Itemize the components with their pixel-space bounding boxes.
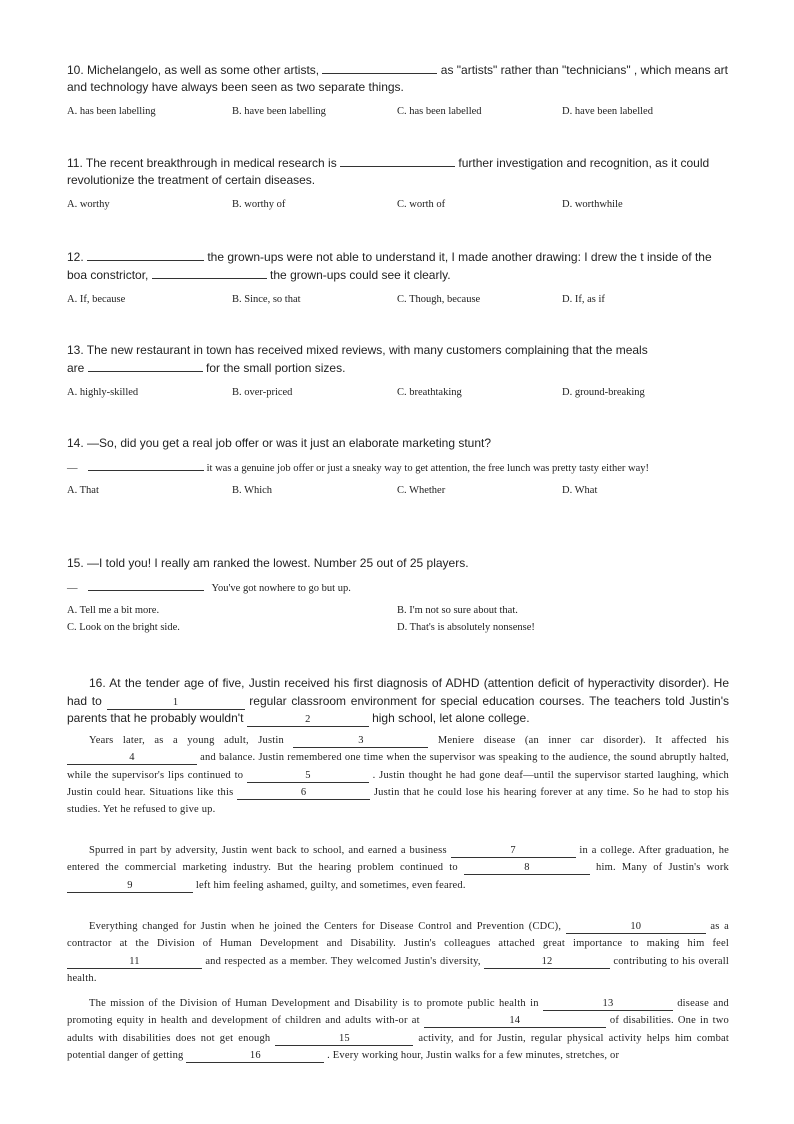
passage-paragraph: The mission of the Division of Human Development and Disability is to promote public health in 13 disease and promoting equity in health and development of children and adults with-or at 14 of disabilities. One in two adults with disabilities does not get enough 15 activity, and for Justin, regular physical activity helps him combat potential danger of getting 16 . Every working hour, Justin walks for a few minutes, stretches, or xyxy=(67,998,729,1061)
numbered-blank[interactable]: 11 xyxy=(67,956,202,969)
question-11 xyxy=(67,154,731,212)
option-a[interactable]: A. That xyxy=(67,485,99,496)
option-b[interactable]: B. Which xyxy=(232,485,273,496)
option-d[interactable]: D. What xyxy=(562,485,598,496)
options-row xyxy=(67,483,731,498)
question-13 xyxy=(67,342,731,400)
option-a[interactable]: A. worthy xyxy=(67,199,110,210)
question-stem: 12. the grown-ups were not able to understand it, I made another drawing: I drew the t inside of the boa constrictor, the grown-ups could see it clearly. xyxy=(67,250,712,282)
answer-blank[interactable] xyxy=(88,578,204,591)
numbered-blank[interactable]: 16 xyxy=(186,1050,324,1063)
option-b[interactable]: B. worthy of xyxy=(232,199,286,210)
option-b[interactable]: B. Since, so that xyxy=(232,294,301,305)
numbered-blank[interactable]: 15 xyxy=(275,1033,413,1046)
option-c[interactable]: C. Look on the bright side. xyxy=(67,622,180,633)
option-c[interactable]: C. breathtaking xyxy=(397,387,462,398)
numbered-blank[interactable]: 4 xyxy=(67,752,197,765)
question-stem: 13. The new restaurant in town has received mixed reviews, with many customers complaining that the meals are for the small portion sizes. xyxy=(67,343,648,375)
dialogue-reply: — it was a genuine job offer or just a sneaky way to get attention, the free lunch was pretty tasty either way! xyxy=(67,458,731,477)
option-a[interactable]: A. has been labelling xyxy=(67,106,156,117)
passage-intro: 16. At the tender age of five, Justin received his first diagnosis of ADHD (attention deficit of hyperactivity disorder). He had to 1 regular classroom environment for special education courses. The teachers told Justin's parents that he probably wouldn't 2 high school, let alone college. xyxy=(67,676,730,725)
numbered-blank[interactable]: 12 xyxy=(484,956,610,969)
option-a[interactable]: A. highly-skilled xyxy=(67,387,139,398)
option-d[interactable]: D. If, as if xyxy=(562,294,605,305)
passage-paragraph: Everything changed for Justin when he joined the Centers for Disease Control and Prevention (CDC), 10 as a contractor at the Division of Human Development and Disability. Justin's colleagues attached great importance to making him feel 11 and respected as a member. They welcomed Justin's diversity, 12 contributing to his overall health. xyxy=(67,921,730,984)
question-12 xyxy=(67,248,731,307)
option-b[interactable]: B. have been labelling xyxy=(232,106,326,117)
options-row xyxy=(67,197,731,212)
question-10 xyxy=(67,61,731,119)
answer-blank[interactable] xyxy=(88,458,204,471)
answer-blank-2[interactable] xyxy=(152,266,267,279)
numbered-blank[interactable]: 14 xyxy=(424,1015,606,1028)
numbered-blank[interactable]: 8 xyxy=(464,862,590,875)
question-stem: 11. The recent breakthrough in medical research is further investigation and recognition, as it could revolutionize the treatment of certain diseases. xyxy=(67,156,710,187)
passage-paragraph: Spurred in part by adversity, Justin went back to school, and earned a business 7 in a college. After graduation, he entered the commercial marketing industry. But the hearing problem continued to 8 him. Many of Justin's work 9 left him feeling ashamed, guilty, and sometimes, even feared. xyxy=(67,845,730,891)
passage-paragraph: Years later, as a young adult, Justin 3 Meniere disease (an inner car disorder). It affected his 4 and balance. Justin remembered one time when the supervisor was speaking to the audience, the sound abruptly halted, while the supervisor's lips continued to 5 . Justin thought he had gone deaf—until the supervisor started laughing, which Justin could hear. Situations like this 6 Justin that he could lose his hearing forever at any time. So he had to stop his studies. Yet he refused to give up. xyxy=(67,735,730,816)
numbered-blank[interactable]: 7 xyxy=(451,845,576,858)
option-c[interactable]: C. Whether xyxy=(397,485,446,496)
option-b[interactable]: B. over-priced xyxy=(232,387,293,398)
options-grid xyxy=(67,603,731,635)
option-d[interactable]: D. ground-breaking xyxy=(562,387,645,398)
numbered-blank[interactable]: 10 xyxy=(566,921,706,934)
numbered-blank[interactable]: 3 xyxy=(293,735,428,748)
numbered-blank[interactable]: 2 xyxy=(247,714,369,727)
numbered-blank[interactable]: 13 xyxy=(543,998,673,1011)
question-15 xyxy=(67,555,731,635)
question-stem: 15. —I told you! I really am ranked the lowest. Number 25 out of 25 players. xyxy=(67,556,469,570)
question-14 xyxy=(67,435,731,498)
answer-blank-1[interactable] xyxy=(87,248,204,261)
answer-blank[interactable] xyxy=(88,359,203,372)
option-a[interactable]: A. Tell me a bit more. xyxy=(67,605,160,616)
numbered-blank[interactable]: 1 xyxy=(107,697,245,710)
option-c[interactable]: C. Though, because xyxy=(397,294,481,305)
numbered-blank[interactable]: 6 xyxy=(237,787,370,800)
numbered-blank[interactable]: 5 xyxy=(247,770,369,783)
numbered-blank[interactable]: 9 xyxy=(67,880,193,893)
options-row xyxy=(67,385,731,400)
dialogue-reply: — You've got nowhere to go but up. xyxy=(67,578,731,597)
option-d[interactable]: D. have been labelled xyxy=(562,106,653,117)
option-b[interactable]: B. I'm not so sure about that. xyxy=(397,605,518,616)
question-stem: 14. —So, did you get a real job offer or was it just an elaborate marketing stunt? xyxy=(67,436,492,450)
options-row xyxy=(67,104,731,119)
answer-blank[interactable] xyxy=(322,61,437,74)
options-row xyxy=(67,292,731,307)
answer-blank[interactable] xyxy=(340,154,455,167)
option-c[interactable]: C. worth of xyxy=(397,199,446,210)
option-a[interactable]: A. If, because xyxy=(67,294,126,305)
question-stem: 10. Michelangelo, as well as some other artists, as "artists" rather than "technicians" , which means art and technology have always been seen as two separate things. xyxy=(67,63,728,94)
option-d[interactable]: D. worthwhile xyxy=(562,199,623,210)
option-d[interactable]: D. That's is absolutely nonsense! xyxy=(397,622,535,633)
option-c[interactable]: C. has been labelled xyxy=(397,106,482,117)
